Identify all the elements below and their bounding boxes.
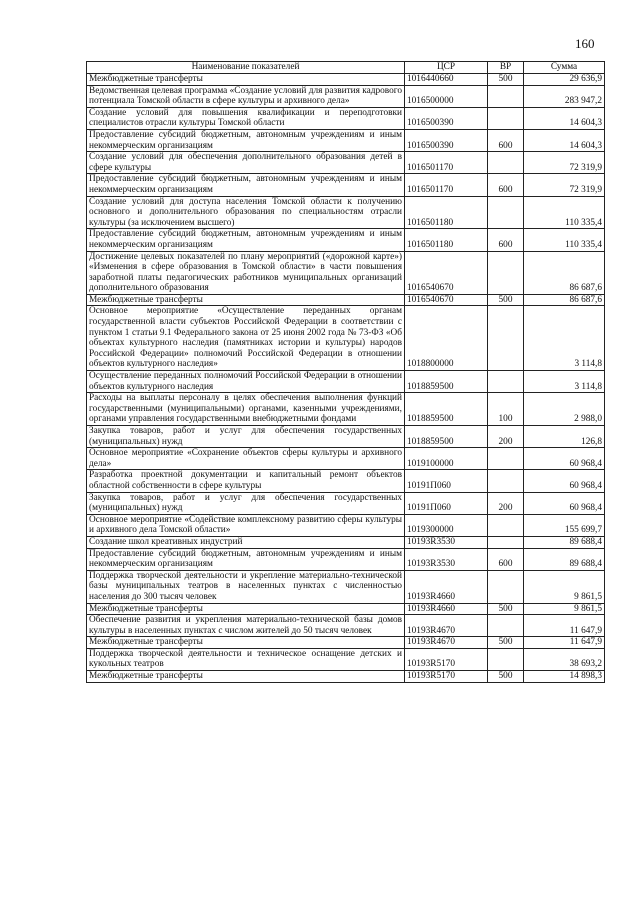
row-csr-cell: 1016500390 <box>405 129 488 151</box>
row-name-cell: Расходы на выплаты персоналу в целях обеспечения выполнения функций государственными (муниципальными) органами, казенными учреждениями, органами управления государственными внебюджетными фондами <box>87 393 405 426</box>
table-row <box>87 470 605 492</box>
row-name-cell: Предоставление субсидий бюджетным, автономным учреждениям и иным некоммерческим организациям <box>87 548 405 570</box>
row-vr-cell <box>488 107 524 129</box>
row-sum-cell: 72 319,9 <box>524 174 605 196</box>
table-row <box>87 196 605 229</box>
row-csr-cell: 1016500390 <box>405 107 488 129</box>
table-row <box>87 74 605 86</box>
table-row <box>87 229 605 251</box>
row-sum-cell: 3 114,8 <box>524 306 605 371</box>
row-vr-cell <box>488 615 524 637</box>
table-row <box>87 129 605 151</box>
row-vr-cell: 500 <box>488 74 524 86</box>
row-vr-cell <box>488 306 524 371</box>
page-number: 160 <box>575 36 595 51</box>
row-name-cell: Предоставление субсидий бюджетным, автономным учреждениям и иным некоммерческим организациям <box>87 129 405 151</box>
table-row <box>87 152 605 174</box>
row-sum-cell: 38 693,2 <box>524 648 605 670</box>
row-name-cell: Межбюджетные трансферты <box>87 74 405 86</box>
row-name-cell: Создание условий для повышения квалификации и переподготовки специалистов отрасли культуры Томской области <box>87 107 405 129</box>
row-vr-cell <box>488 152 524 174</box>
row-csr-cell: 1018859500 <box>405 371 488 393</box>
row-name-cell: Создание условий для обеспечения дополнительного образования детей в сфере культуры <box>87 152 405 174</box>
row-name-cell: Закупка товаров, работ и услуг для обеспечения государственных (муниципальных) нужд <box>87 492 405 514</box>
table-row <box>87 637 605 649</box>
table-row <box>87 426 605 448</box>
table-body <box>87 74 605 683</box>
header-sum: Сумма <box>524 62 605 74</box>
header-vr: ВР <box>488 62 524 74</box>
table-row <box>87 107 605 129</box>
row-sum-cell: 283 947,2 <box>524 85 605 107</box>
row-name-cell: Ведомственная целевая программа «Создание условий для развития кадрового потенциала Томской области в сфере культуры и архивного дела» <box>87 85 405 107</box>
table-row <box>87 514 605 536</box>
row-sum-cell: 2 988,0 <box>524 393 605 426</box>
row-csr-cell: 1016501180 <box>405 196 488 229</box>
row-vr-cell: 500 <box>488 294 524 306</box>
row-sum-cell: 9 861,5 <box>524 603 605 615</box>
table-row <box>87 371 605 393</box>
row-sum-cell: 72 319,9 <box>524 152 605 174</box>
row-sum-cell: 29 636,9 <box>524 74 605 86</box>
table-row <box>87 294 605 306</box>
table-row <box>87 492 605 514</box>
table-row <box>87 448 605 470</box>
row-sum-cell: 9 861,5 <box>524 570 605 603</box>
row-sum-cell: 3 114,8 <box>524 371 605 393</box>
row-csr-cell: 1016501180 <box>405 229 488 251</box>
row-vr-cell <box>488 85 524 107</box>
row-vr-cell: 200 <box>488 426 524 448</box>
row-sum-cell: 60 968,4 <box>524 492 605 514</box>
row-name-cell: Основное мероприятие «Содействие комплексному развитию сферы культуры и архивного дела Томской области» <box>87 514 405 536</box>
header-csr: ЦСР <box>405 62 488 74</box>
table-row <box>87 615 605 637</box>
row-csr-cell: 1019100000 <box>405 448 488 470</box>
table-row <box>87 174 605 196</box>
row-sum-cell: 89 688,4 <box>524 536 605 548</box>
row-name-cell: Межбюджетные трансферты <box>87 294 405 306</box>
table-header <box>87 62 605 74</box>
table-row <box>87 648 605 670</box>
row-vr-cell <box>488 371 524 393</box>
row-sum-cell: 60 968,4 <box>524 448 605 470</box>
row-sum-cell: 89 688,4 <box>524 548 605 570</box>
row-sum-cell: 155 699,7 <box>524 514 605 536</box>
row-vr-cell <box>488 448 524 470</box>
row-sum-cell: 14 604,3 <box>524 107 605 129</box>
row-sum-cell: 86 687,6 <box>524 294 605 306</box>
row-sum-cell: 14 898,3 <box>524 671 605 683</box>
row-vr-cell <box>488 514 524 536</box>
row-csr-cell: 1016500000 <box>405 85 488 107</box>
row-name-cell: Достижение целевых показателей по плану мероприятий («дорожной карте») «Изменения в сфере образования в Томской области» в части повышения заработной платы педагогических работников муниципальных организаций дополнительного образования <box>87 251 405 294</box>
row-sum-cell: 14 604,3 <box>524 129 605 151</box>
row-name-cell: Межбюджетные трансферты <box>87 637 405 649</box>
row-vr-cell <box>488 536 524 548</box>
row-vr-cell <box>488 251 524 294</box>
row-vr-cell: 600 <box>488 229 524 251</box>
row-csr-cell: 1016440660 <box>405 74 488 86</box>
row-name-cell: Межбюджетные трансферты <box>87 671 405 683</box>
row-csr-cell: 1016501170 <box>405 174 488 196</box>
row-name-cell: Закупка товаров, работ и услуг для обеспечения государственных (муниципальных) нужд <box>87 426 405 448</box>
row-csr-cell: 1018800000 <box>405 306 488 371</box>
row-vr-cell: 500 <box>488 671 524 683</box>
row-vr-cell: 600 <box>488 129 524 151</box>
row-name-cell: Обеспечение развития и укрепления материально-технической базы домов культуры в населенных пунктах с числом жителей до 50 тысяч человек <box>87 615 405 637</box>
row-sum-cell: 110 335,4 <box>524 196 605 229</box>
row-csr-cell: 10191П060 <box>405 470 488 492</box>
row-name-cell: Осуществление переданных полномочий Российской Федерации в отношении объектов культурного наследия <box>87 371 405 393</box>
row-vr-cell: 500 <box>488 637 524 649</box>
header-row <box>87 62 605 74</box>
row-name-cell: Создание условий для доступа населения Томской области к получению основного и дополнительного образования по специальностям отрасли культуры (за исключением высшего) <box>87 196 405 229</box>
row-sum-cell: 86 687,6 <box>524 251 605 294</box>
row-sum-cell: 110 335,4 <box>524 229 605 251</box>
row-vr-cell <box>488 196 524 229</box>
row-vr-cell: 100 <box>488 393 524 426</box>
table-row <box>87 548 605 570</box>
row-csr-cell: 1016501170 <box>405 152 488 174</box>
table-row <box>87 393 605 426</box>
row-sum-cell: 60 968,4 <box>524 470 605 492</box>
row-csr-cell: 10191П060 <box>405 492 488 514</box>
row-csr-cell: 1018859500 <box>405 426 488 448</box>
row-csr-cell: 1016540670 <box>405 251 488 294</box>
row-csr-cell: 10193R5170 <box>405 648 488 670</box>
table-row <box>87 671 605 683</box>
row-csr-cell: 10193R4670 <box>405 615 488 637</box>
row-vr-cell <box>488 470 524 492</box>
row-name-cell: Предоставление субсидий бюджетным, автономным учреждениям и иным некоммерческим организациям <box>87 229 405 251</box>
row-name-cell: Поддержка творческой деятельности и техническое оснащение детских и кукольных театров <box>87 648 405 670</box>
row-vr-cell: 500 <box>488 603 524 615</box>
row-vr-cell <box>488 648 524 670</box>
row-sum-cell: 126,8 <box>524 426 605 448</box>
table-row <box>87 85 605 107</box>
row-vr-cell <box>488 570 524 603</box>
row-csr-cell: 10193R3530 <box>405 536 488 548</box>
row-vr-cell: 600 <box>488 548 524 570</box>
row-name-cell: Межбюджетные трансферты <box>87 603 405 615</box>
row-sum-cell: 11 647,9 <box>524 615 605 637</box>
row-vr-cell: 600 <box>488 174 524 196</box>
row-name-cell: Разработка проектной документации и капитальный ремонт объектов областной собственности в сфере культуры <box>87 470 405 492</box>
row-name-cell: Основное мероприятие «Осуществление переданных органам государственной власти субъектов Российской Федерации в соответствии с пунктом 1 статьи 9.1 Федерального закона от 25 июня 2002 года № 73-ФЗ «Об объектах культурного наследия (памятниках истории и культуры) народов Российской Федерации» полномочий Российской Федерации в отношении объектов культурного наследия» <box>87 306 405 371</box>
row-csr-cell: 1016540670 <box>405 294 488 306</box>
table-row <box>87 570 605 603</box>
row-csr-cell: 1018859500 <box>405 393 488 426</box>
table-row <box>87 536 605 548</box>
row-name-cell: Основное мероприятие «Сохранение объектов сферы культуры и архивного дела» <box>87 448 405 470</box>
row-csr-cell: 1019300000 <box>405 514 488 536</box>
row-csr-cell: 10193R4660 <box>405 603 488 615</box>
row-vr-cell: 200 <box>488 492 524 514</box>
table-row <box>87 306 605 371</box>
table-row <box>87 251 605 294</box>
row-name-cell: Предоставление субсидий бюджетным, автономным учреждениям и иным некоммерческим организациям <box>87 174 405 196</box>
header-name: Наименование показателей <box>87 62 405 74</box>
budget-table <box>86 61 605 683</box>
row-sum-cell: 11 647,9 <box>524 637 605 649</box>
row-name-cell: Поддержка творческой деятельности и укрепление материально-технической базы муниципальных театров в населенных пунктах с численностью населения до 300 тысяч человек <box>87 570 405 603</box>
row-csr-cell: 10193R3530 <box>405 548 488 570</box>
row-csr-cell: 10193R4660 <box>405 570 488 603</box>
row-csr-cell: 10193R5170 <box>405 671 488 683</box>
row-name-cell: Создание школ креативных индустрий <box>87 536 405 548</box>
table-row <box>87 603 605 615</box>
row-csr-cell: 10193R4670 <box>405 637 488 649</box>
